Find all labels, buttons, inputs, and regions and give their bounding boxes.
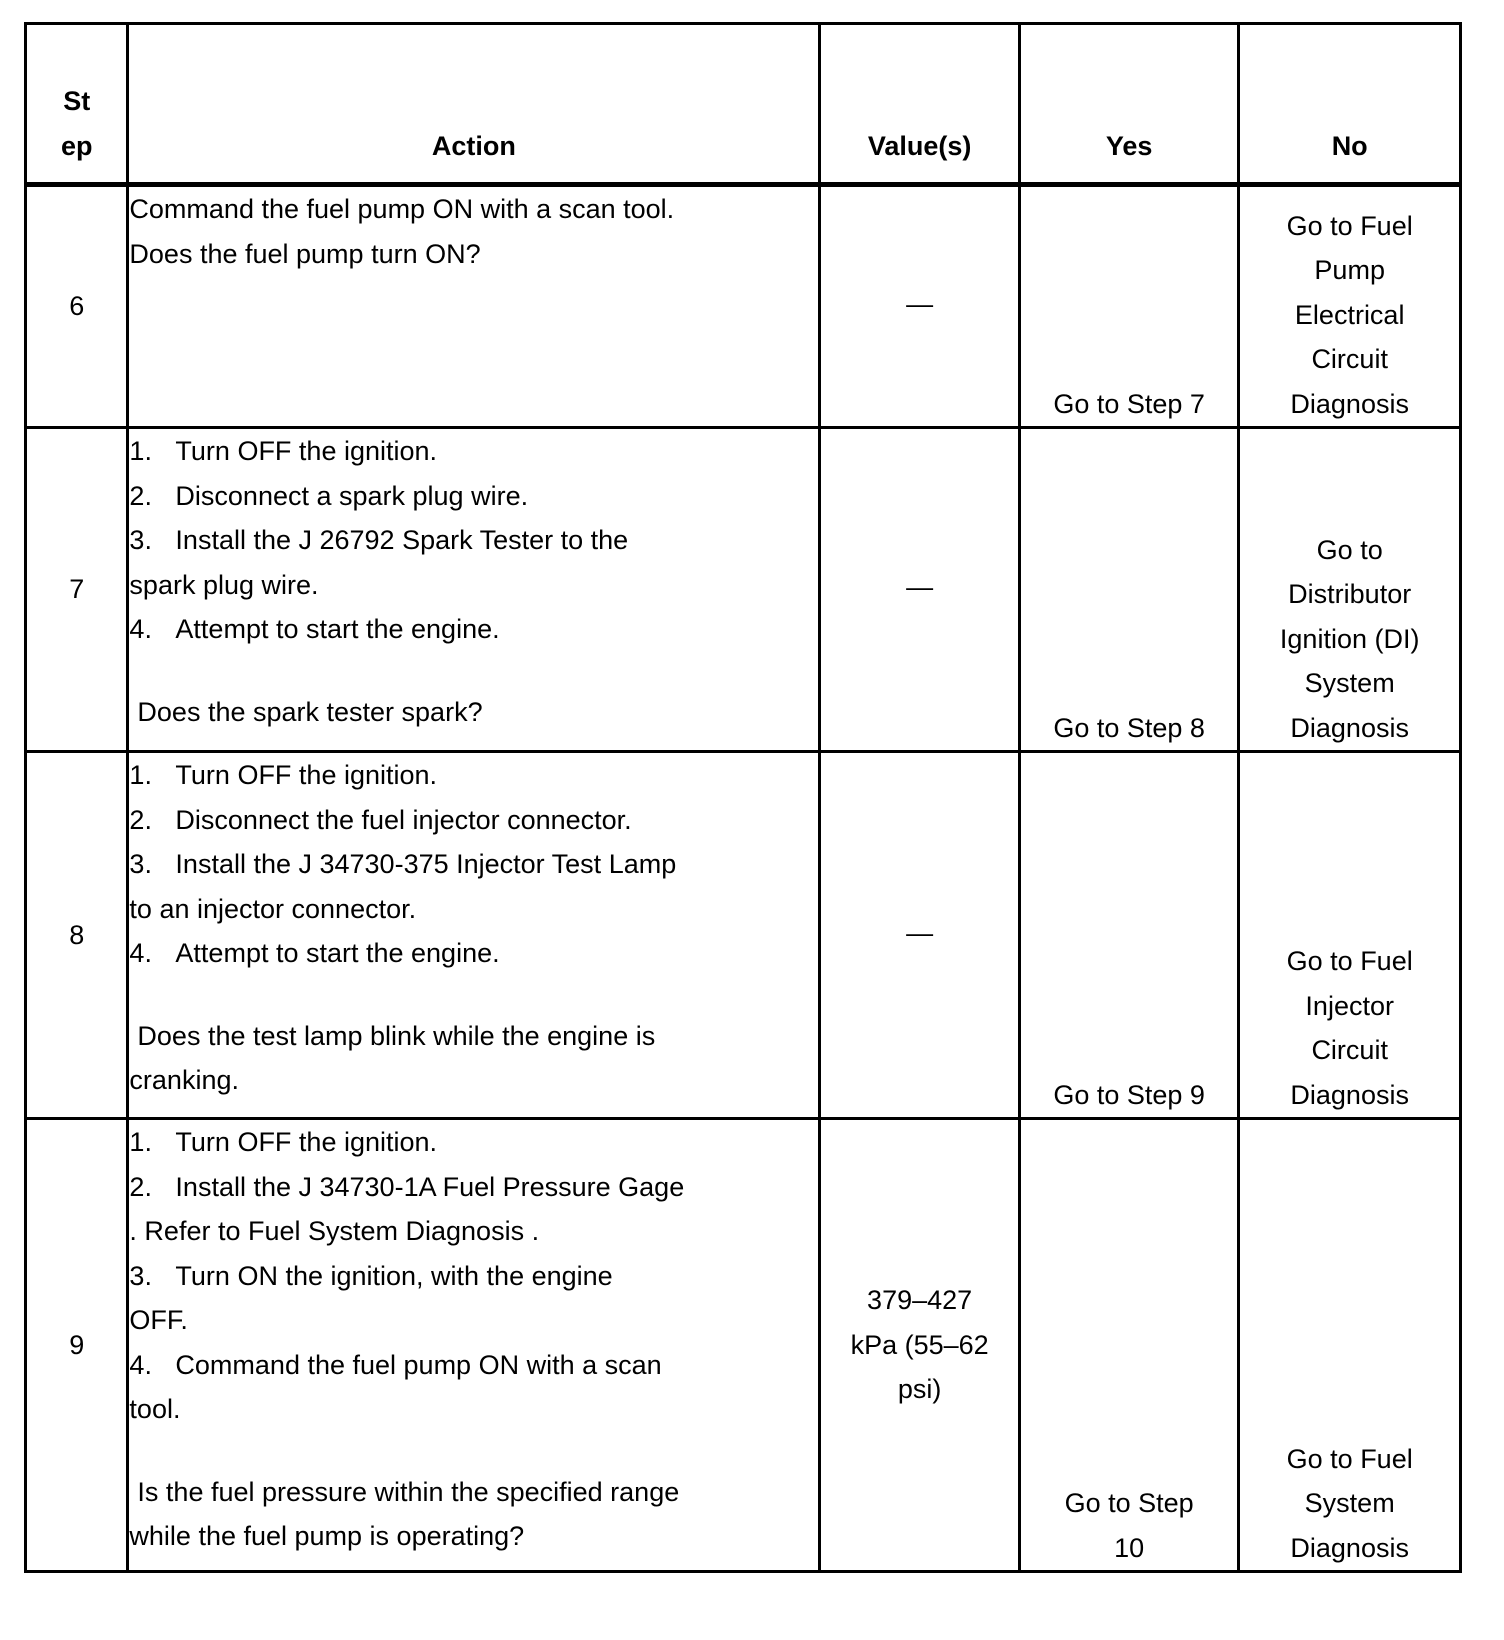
table-row-step-8: [26, 752, 1461, 1119]
yes-cell: Go to Step 7: [1019, 185, 1238, 428]
action-item: 4. Attempt to start the engine.: [129, 938, 500, 968]
value-cell: —: [820, 752, 1020, 1119]
action-item: 3. Install the J 26792 Spark Tester to the: [129, 525, 629, 555]
action-line: Command the fuel pump ON with a scan tool.: [129, 194, 675, 224]
action-cell: [128, 185, 820, 428]
header-action: Action: [128, 24, 820, 185]
action-question: Does the test lamp blink while the engine is: [137, 1020, 656, 1051]
action-item: 3. Turn ON the ignition, with the engine: [129, 1260, 613, 1291]
yes-cell: Go to Step 10: [1019, 1119, 1238, 1572]
table-row-step-6: [26, 185, 1461, 428]
action-item-continuation: to an injector connector.: [129, 893, 417, 924]
no-cell: Go to Fuel Injector Circuit Diagnosis: [1239, 752, 1461, 1119]
no-cell: Go to Fuel Pump Electrical Circuit Diagnosis: [1239, 185, 1461, 428]
no-cell: Go to Distributor Ignition (DI) System Diagnosis: [1239, 428, 1461, 752]
step-number: 7: [26, 428, 128, 752]
step-number: 6: [26, 185, 128, 428]
table-row-step-9: [26, 1119, 1461, 1572]
action-item: 3. Install the J 34730-375 Injector Test Lamp: [129, 849, 677, 879]
header-values: Value(s): [820, 24, 1020, 185]
action-question-continuation: while the fuel pump is operating?: [129, 1521, 525, 1551]
step-number: 8: [26, 752, 128, 1119]
action-item-continuation: spark plug wire.: [129, 569, 319, 600]
yes-cell: Go to Step 9: [1019, 752, 1238, 1119]
action-cell: [128, 752, 820, 1119]
action-item: 4. Attempt to start the engine.: [129, 614, 500, 644]
diagnostic-table: [24, 22, 1462, 1573]
action-item-continuation: . Refer to Fuel System Diagnosis .: [129, 1216, 540, 1246]
action-item: 4. Command the fuel pump ON with a scan: [129, 1349, 662, 1380]
header-step: St ep: [26, 24, 128, 185]
yes-cell: Go to Step 8: [1019, 428, 1238, 752]
action-item: 1. Turn OFF the ignition.: [129, 1127, 438, 1157]
action-cell: [128, 428, 820, 752]
action-item: 2. Disconnect a spark plug wire.: [129, 480, 529, 511]
action-item: 2. Disconnect the fuel injector connector.: [129, 804, 632, 835]
action-cell: [128, 1119, 820, 1572]
value-cell: —: [820, 185, 1020, 428]
header-row: [26, 24, 1461, 185]
action-question-continuation: cranking.: [129, 1065, 239, 1095]
action-item: 2. Install the J 34730-1A Fuel Pressure Gage: [129, 1171, 685, 1202]
header-yes: Yes: [1019, 24, 1238, 185]
no-cell: Go to Fuel System Diagnosis: [1239, 1119, 1461, 1572]
action-item: 1. Turn OFF the ignition.: [129, 436, 438, 466]
header-no: No: [1239, 24, 1461, 185]
value-cell: 379–427 kPa (55–62 psi): [820, 1119, 1020, 1572]
step-number: 9: [26, 1119, 128, 1572]
action-item-continuation: tool.: [129, 1394, 181, 1424]
action-item-continuation: OFF.: [129, 1305, 188, 1335]
action-item: 1. Turn OFF the ignition.: [129, 760, 438, 790]
action-line: Does the fuel pump turn ON?: [129, 238, 481, 269]
table-row-step-7: [26, 428, 1461, 752]
value-cell: —: [820, 428, 1020, 752]
action-question: Does the spark tester spark?: [137, 696, 483, 727]
action-question: Is the fuel pressure within the specified range: [137, 1476, 680, 1507]
